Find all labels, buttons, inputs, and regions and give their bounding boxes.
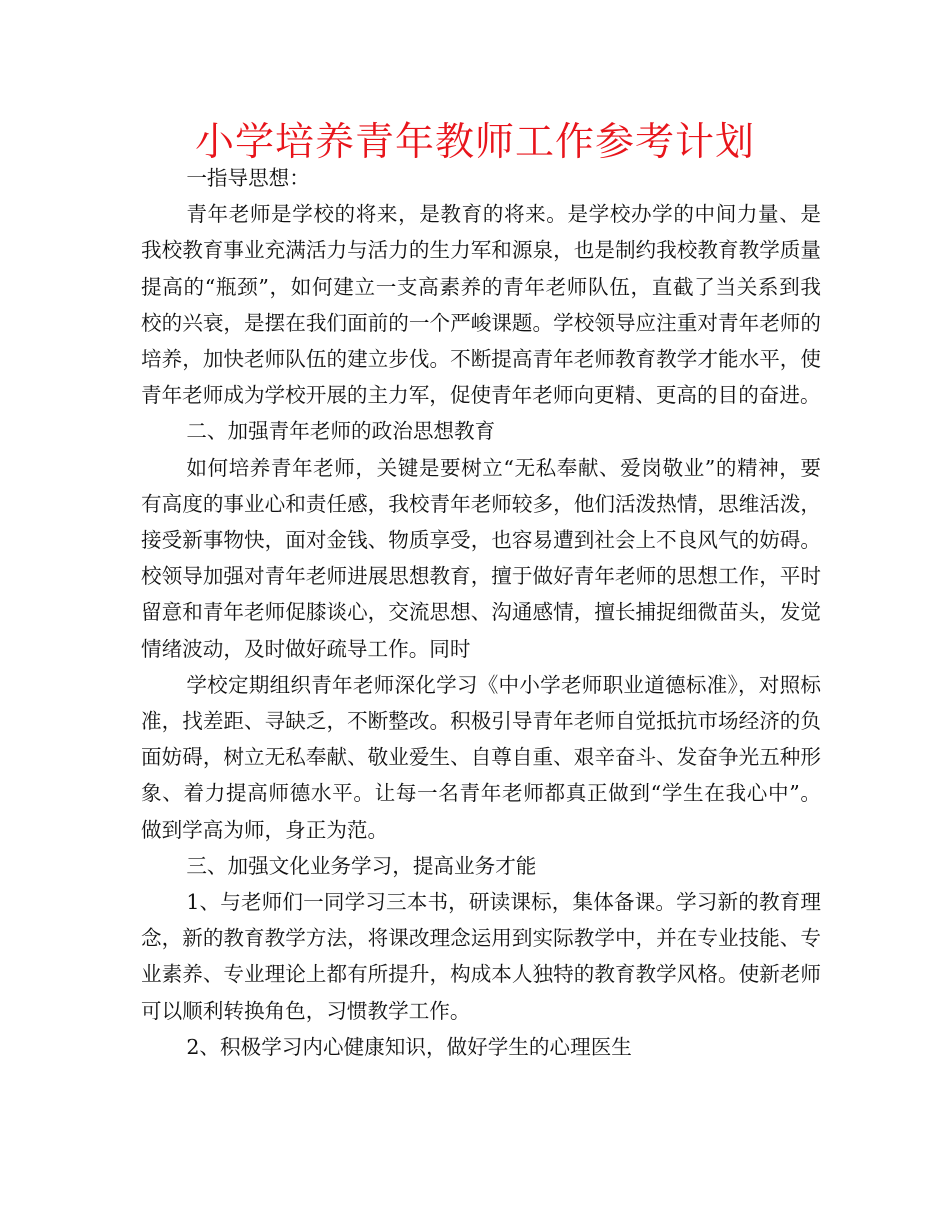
document-title: 小学培养青年教师工作参考计划 <box>194 120 755 165</box>
section-heading-political-education: 二、加强青年老师的政治思想教育 <box>186 419 496 444</box>
section-heading-professional-study: 三、加强文化业务学习，提高业务才能 <box>186 853 537 878</box>
document-body <box>141 160 821 1065</box>
paragraph-political-education-2: 学校定期组织青年老师深化学习《中小学老师职业道德标准》，对照标准，找差距、寻缺乏，不断整改。积极引导青年老师自觉抵抗市场经济的负面妨碍，树立无私奉献、敬业爱生、自尊自重、艰辛奋斗、发奋争光五种形象、着力提高师德水平。让每一名青年老师都真正做到“学生在我心中”。 做到学高为师，身正为范。 <box>141 672 821 842</box>
paragraph-guiding-ideology: 青年老师是学校的将来，是教育的将来。是学校办学的中间力量、是我校教育事业充满活力与活力的生力军和源泉，也是制约我校教育教学质量提高的“瓶颈”，如何建立一支高素养的青年老师队伍，直截了当关系到我校的兴衰，是摆在我们面前的一个严峻课题。学校领导应注重对青年老师的培养，加快老师队伍的建立步伐。不断提高青年老师教育教学才能水平，使青年老师成为学校开展的主力军，促使青年老师向更精、更高的目的奋进。 <box>141 202 821 408</box>
section-heading-guiding-ideology: 一指导思想： <box>186 166 310 190</box>
paragraph-professional-study-2: 2、积极学习内心健康知识，做好学生的心理医生 <box>186 1034 632 1059</box>
paragraph-professional-study-1: 1、与老师们一同学习三本书，研读课标，集体备课。学习新的教育理念，新的教育教学方法，将课改理念运用到实际教学中，并在专业技能、专业素养、专业理论上都有所提升，构成本人独特的教育教学风格。使新老师可以顺利转换角色，习惯教学工作。 <box>141 890 821 1023</box>
paragraph-political-education-1: 如何培养青年老师，关键是要树立“无私奉献、爱岗敬业”的精神，要有高度的事业心和责任感，我校青年老师较多，他们活泼热情，思维活泼，接受新事物快，面对金钱、物质享受，也容易遭到社会上不良风气的妨碍。校领导加强对青年老师进展思想教育，擅于做好青年老师的思想工作，平时留意和青年老师促膝谈心，交流思想、沟通感情，擅长捕捉细微苗头，发觉情绪波动，及时做好疏导工作。同时 <box>141 455 821 661</box>
